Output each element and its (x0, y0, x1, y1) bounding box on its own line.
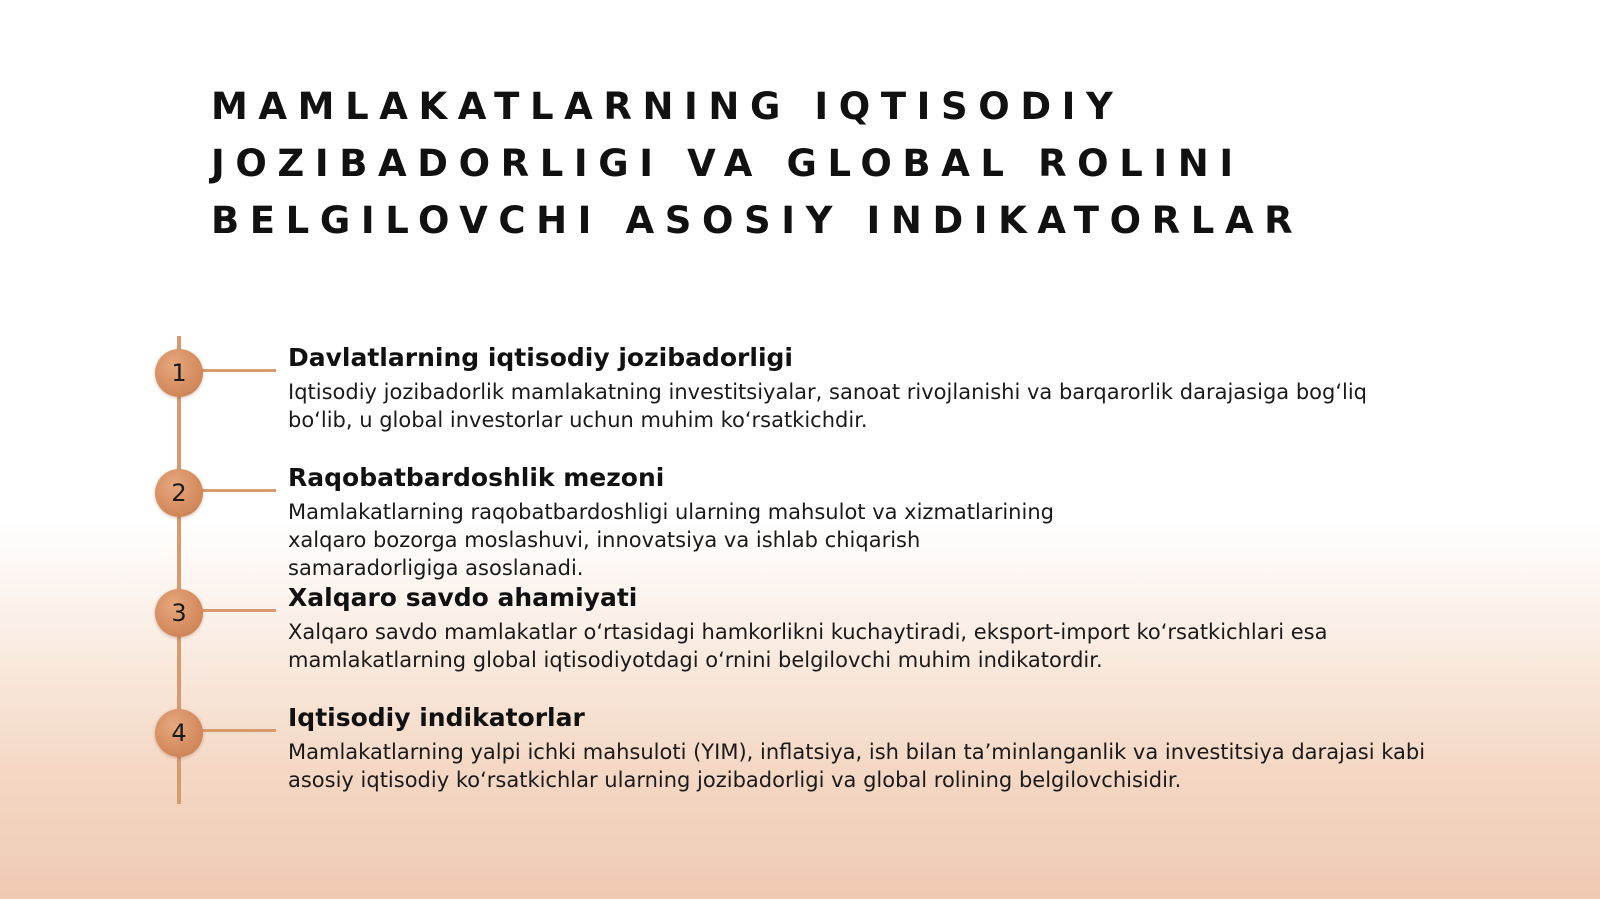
item-title: Iqtisodiy indikatorlar (288, 703, 585, 732)
item-description: Xalqaro savdo mamlakatlar o‘rtasidagi hamkorlikni kuchaytiradi, eksport-import ko‘rsatkichlari esa mamlakatlarning global iqtisodiyotdagi o‘rnini belgilovchi muhim indikatordir. (288, 620, 1328, 672)
step-number-badge: 1 (155, 349, 203, 397)
slide-title: MAMLAKATLARNING IQTISODIY JOZIBADORLIGI VA GLOBAL ROLINI BELGILOVCHI ASOSIY INDIKATORLAR (211, 85, 1304, 242)
timeline-connector (200, 489, 276, 492)
timeline-connector (200, 729, 276, 732)
item-description: Mamlakatlarning raqobatbardoshligi ularning mahsulot va xizmatlarining xalqaro bozorga moslashuvi, innovatsiya va ishlab chiqarish samaradorligiga asoslanadi. (288, 500, 1054, 580)
step-number-badge: 2 (155, 469, 203, 517)
item-description: Mamlakatlarning yalpi ichki mahsuloti (YIM), inflatsiya, ish bilan ta’minlanganlik va investitsiya darajasi kabi asosiy iqtisodiy ko‘rsatkichlar ularning jozibadorligi va global rolining belgilovchisidir. (288, 740, 1426, 792)
item-description: Iqtisodiy jozibadorlik mamlakatning investitsiyalar, sanoat rivojlanishi va barqarorlik darajasiga bog‘liq bo‘lib, u global investorlar uchun muhim ko‘rsatkichdir. (288, 380, 1367, 432)
item-title: Raqobatbardoshlik mezoni (288, 463, 665, 492)
timeline-connector (200, 609, 276, 612)
item-title: Xalqaro savdo ahamiyati (288, 583, 638, 612)
step-number-badge: 3 (155, 589, 203, 637)
timeline-connector (200, 369, 276, 372)
item-title: Davlatlarning iqtisodiy jozibadorligi (288, 343, 793, 372)
step-number-badge: 4 (155, 709, 203, 757)
